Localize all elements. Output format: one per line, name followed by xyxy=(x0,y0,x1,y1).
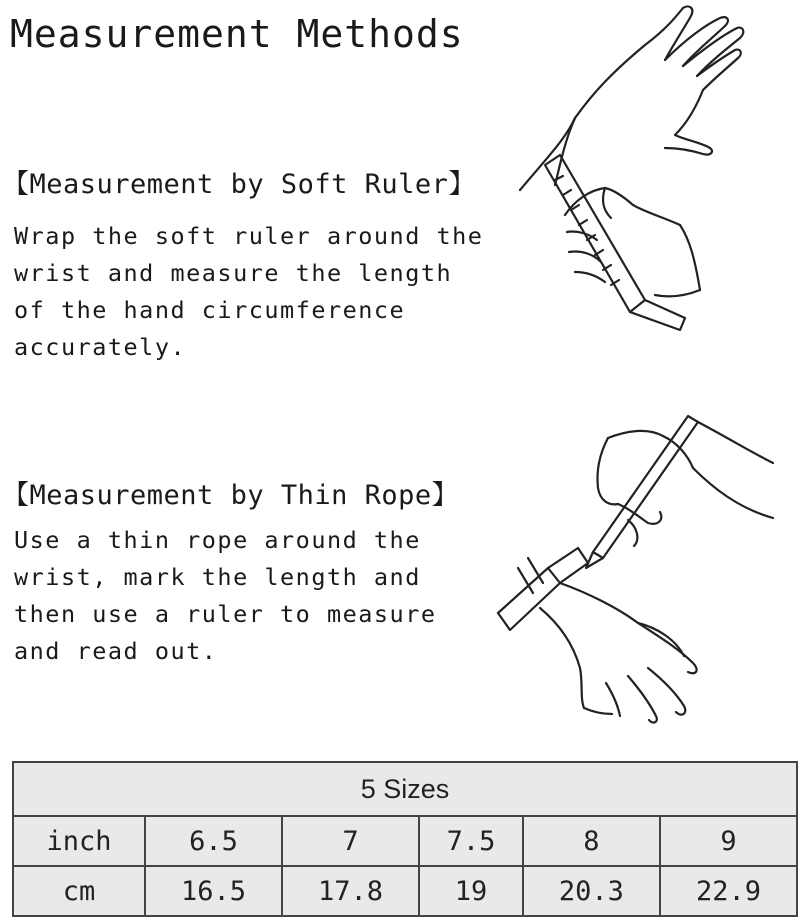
section-heading-thin-rope: 【Measurement by Thin Rope】 xyxy=(2,480,460,511)
size-cell: 19 xyxy=(419,866,523,916)
size-cell: 6.5 xyxy=(145,816,282,866)
size-cell: 7.5 xyxy=(419,816,523,866)
size-row-cm xyxy=(13,866,797,916)
row-label-cm: cm xyxy=(13,866,145,916)
size-cell: 20.3 xyxy=(523,866,660,916)
size-table-caption-row xyxy=(13,762,797,816)
size-cell: 17.8 xyxy=(282,866,419,916)
section-body-soft-ruler: Wrap the soft ruler around the wrist and measure the length of the hand circumference accurately. xyxy=(14,222,484,361)
soft-ruler-wrist-icon xyxy=(505,0,800,345)
size-cell: 8 xyxy=(523,816,660,866)
size-cell: 16.5 xyxy=(145,866,282,916)
size-table-caption: 5 Sizes xyxy=(13,762,797,816)
section-body-thin-rope: Use a thin rope around the wrist, mark the length and then use a ruler to measure and read out. xyxy=(14,526,437,665)
row-label-inch: inch xyxy=(13,816,145,866)
page-title: Measurement Methods xyxy=(10,12,464,56)
section-heading-soft-ruler: 【Measurement by Soft Ruler】 xyxy=(2,169,476,200)
size-row-inch xyxy=(13,816,797,866)
size-cell: 7 xyxy=(282,816,419,866)
thin-rope-wrist-icon xyxy=(488,408,783,728)
size-cell: 22.9 xyxy=(660,866,797,916)
size-table xyxy=(12,761,798,917)
size-cell: 9 xyxy=(660,816,797,866)
